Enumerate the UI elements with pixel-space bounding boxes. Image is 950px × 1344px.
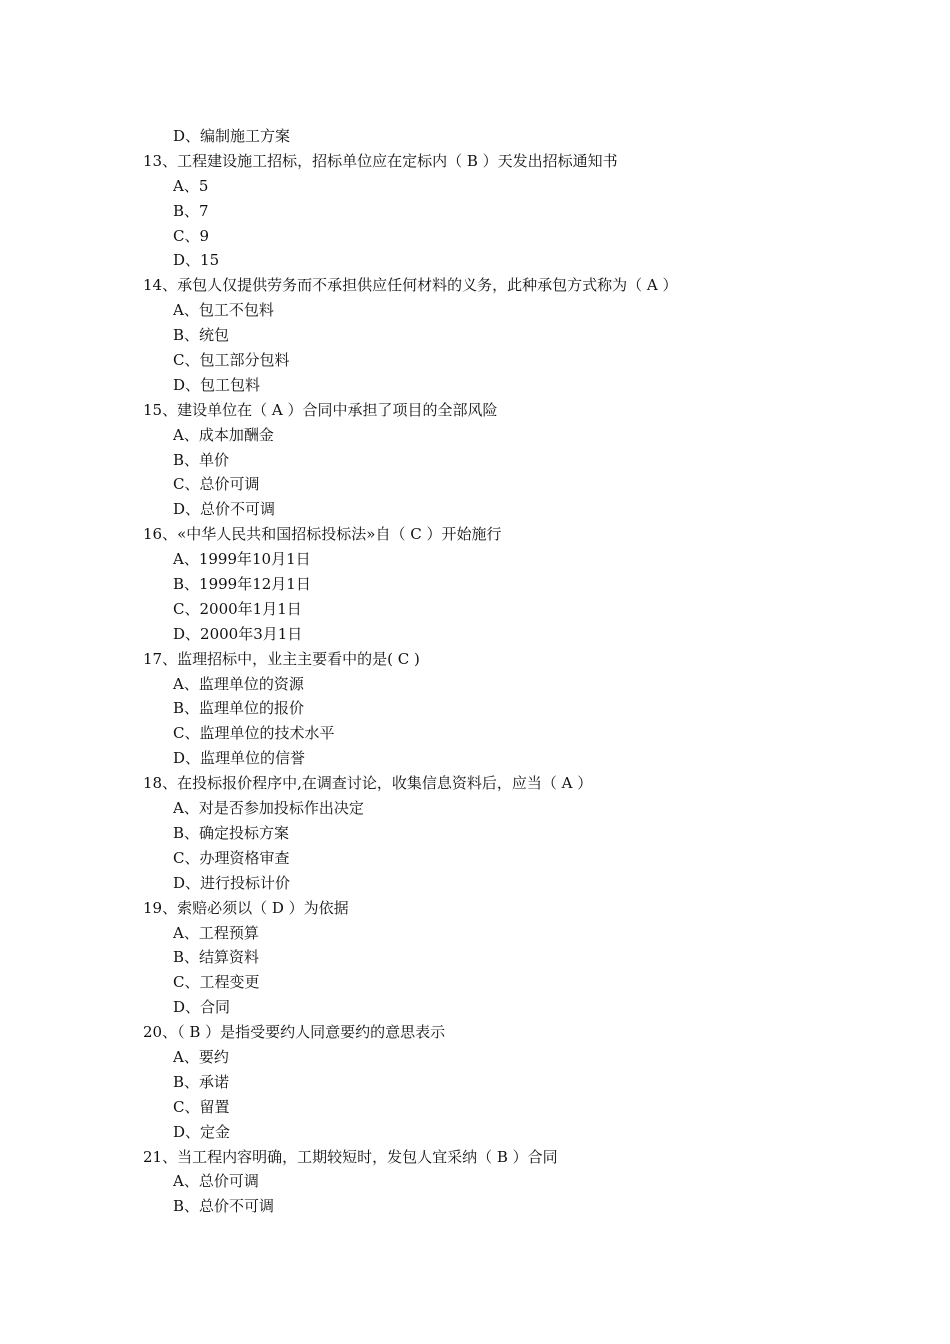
answer-option: A、工程预算 xyxy=(173,923,259,942)
question-text: 18、在投标报价程序中,在调查讨论，收集信息资料后，应当（ A ） xyxy=(143,774,593,793)
answer-option: C、办理资格审查 xyxy=(173,848,290,867)
answer-option: B、确定投标方案 xyxy=(173,823,290,842)
answer-option: A、对是否参加投标作出决定 xyxy=(173,799,364,818)
answer-option: A、1999年10月1日 xyxy=(173,550,311,569)
question-text: 21、当工程内容明确，工期较短时，发包人宜采纳（ B ）合同 xyxy=(143,1147,558,1166)
answer-option: D、监理单位的信誉 xyxy=(173,749,306,768)
answer-option: C、包工部分包料 xyxy=(173,351,290,370)
answer-option: A、5 xyxy=(173,176,209,195)
answer-option: D、包工包料 xyxy=(173,375,261,394)
answer-option: A、成本加酬金 xyxy=(173,425,274,444)
question-text: 14、承包人仅提供劳务而不承担供应任何材料的义务，此种承包方式称为（ A ） xyxy=(143,276,678,295)
question-text: 17、监理招标中，业主主要看中的是( C ) xyxy=(143,649,420,668)
answer-option: C、工程变更 xyxy=(173,973,260,992)
answer-option: B、单价 xyxy=(173,450,230,469)
answer-option: D、2000年3月1日 xyxy=(173,624,303,643)
answer-option: C、总价可调 xyxy=(173,475,260,494)
answer-option: D、进行投标计价 xyxy=(173,873,291,892)
answer-option: C、9 xyxy=(173,226,210,245)
answer-option: B、7 xyxy=(173,201,209,220)
question-text: 15、建设单位在（ A ）合同中承担了项目的全部风险 xyxy=(143,400,498,419)
answer-option: C、留置 xyxy=(173,1097,230,1116)
answer-option: A、要约 xyxy=(173,1047,229,1066)
answer-option: D、总价不可调 xyxy=(173,500,276,519)
answer-option: B、总价不可调 xyxy=(173,1197,275,1216)
answer-option: B、1999年12月1日 xyxy=(173,575,311,594)
question-text: 19、索赔必须以（ D ）为依据 xyxy=(143,898,349,917)
answer-option: D、编制施工方案 xyxy=(173,127,291,145)
question-text: 13、工程建设施工招标，招标单位应在定标内（ B ）天发出招标通知书 xyxy=(143,151,618,170)
answer-option: A、包工不包料 xyxy=(173,301,274,320)
answer-option: C、监理单位的技术水平 xyxy=(173,724,335,743)
answer-option: A、总价可调 xyxy=(173,1172,259,1191)
answer-option: D、合同 xyxy=(173,998,231,1017)
answer-option: A、监理单位的资源 xyxy=(173,674,304,693)
question-text: 20、（ B ）是指受要约人同意要约的意思表示 xyxy=(143,1023,446,1042)
question-text: 16、«中华人民共和国招标投标法»自（ C ）开始施行 xyxy=(143,525,502,544)
answer-option: B、监理单位的报价 xyxy=(173,699,305,718)
answer-option: D、15 xyxy=(173,251,220,270)
answer-option: C、2000年1月1日 xyxy=(173,599,302,618)
answer-option: D、定金 xyxy=(173,1122,231,1141)
question-list xyxy=(143,124,843,1219)
answer-option: B、结算资料 xyxy=(173,948,260,967)
answer-option: B、统包 xyxy=(173,326,230,345)
answer-option: B、承诺 xyxy=(173,1072,230,1091)
